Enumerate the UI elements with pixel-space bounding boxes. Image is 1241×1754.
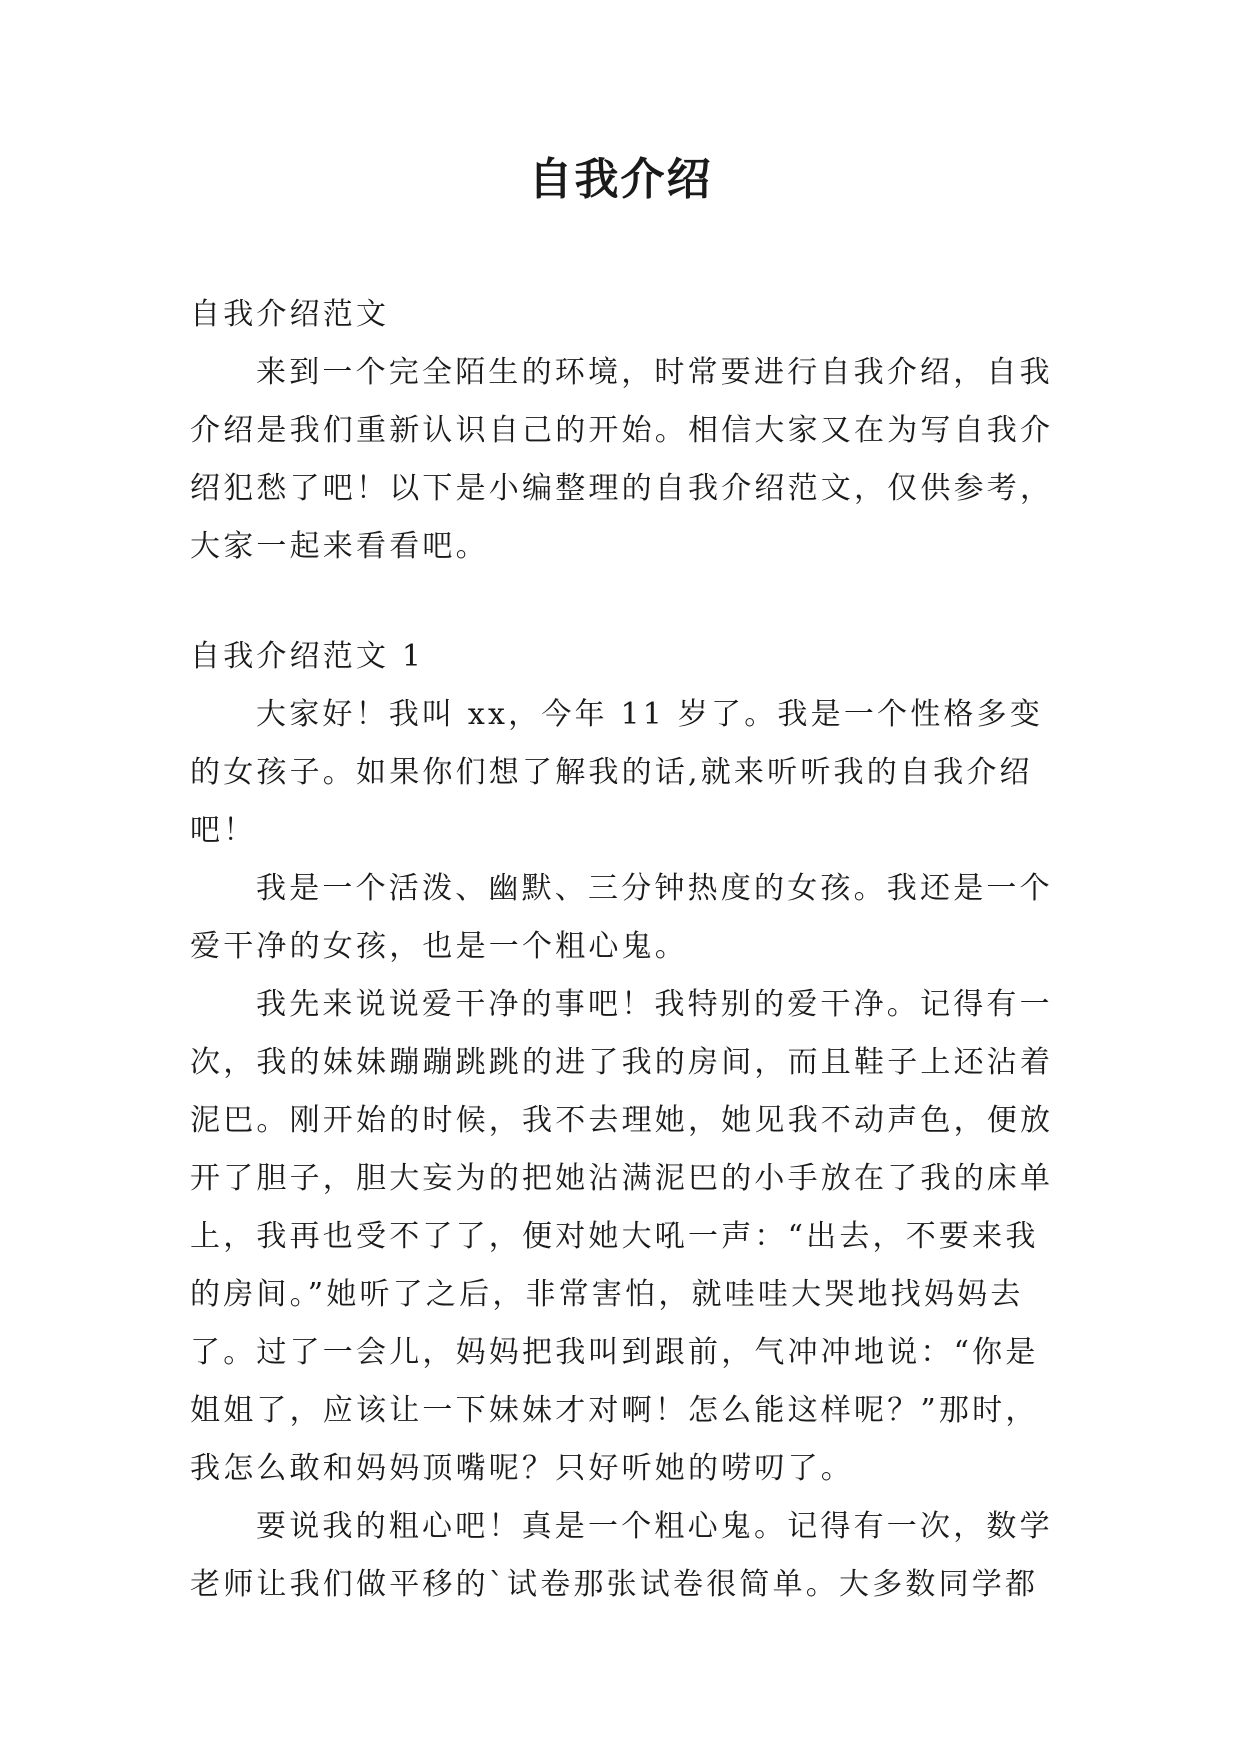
document-body — [190, 286, 1060, 1614]
body-paragraph: 要说我的粗心吧！真是一个粗心鬼。记得有一次，数学老师让我们做平移的`试卷那张试卷很简单。大多数同学都 — [190, 1509, 1053, 1602]
body-paragraph: 我先来说说爱干净的事吧！我特别的爱干净。记得有一次，我的妹妹蹦蹦跳跳的进了我的房间，而且鞋子上还沾着泥巴。刚开始的时候，我不去理她，她见我不动声色，便放开了胆子，胆大妄为的把她沾满泥巴的小手放在了我的床单上，我再也受不了了，便对她大吼一声：“出去，不要来我的房间。”她听了之后，非常害怕，就哇哇大哭地找妈妈去了。过了一会儿，妈妈把我叫到跟前，气冲冲地说：“你是姐姐了，应该让一下妹妹才对啊！怎么能这样呢？”那时，我怎么敢和妈妈顶嘴呢？只好听她的唠叨了。 — [190, 987, 1054, 1486]
document-title: 自我介绍 — [528, 154, 713, 205]
intro-paragraph: 来到一个完全陌生的环境，时常要进行自我介绍，自我介绍是我们重新认识自己的开始。相信大家又在为写自我介绍犯愁了吧！以下是小编整理的自我介绍范文，仅供参考，大家一起来看看吧。 — [190, 355, 1054, 564]
body-paragraph: 大家好！我叫 xx，今年 11 岁了。我是一个性格多变的女孩子。如果你们想了解我的话,就来听听我的自我介绍吧！ — [190, 697, 1044, 848]
body-paragraph: 我是一个活泼、幽默、三分钟热度的女孩。我还是一个爱干净的女孩，也是一个粗心鬼。 — [190, 871, 1053, 964]
section-heading: 自我介绍范文 1 — [190, 639, 425, 674]
section-heading: 自我介绍范文 — [190, 297, 390, 332]
